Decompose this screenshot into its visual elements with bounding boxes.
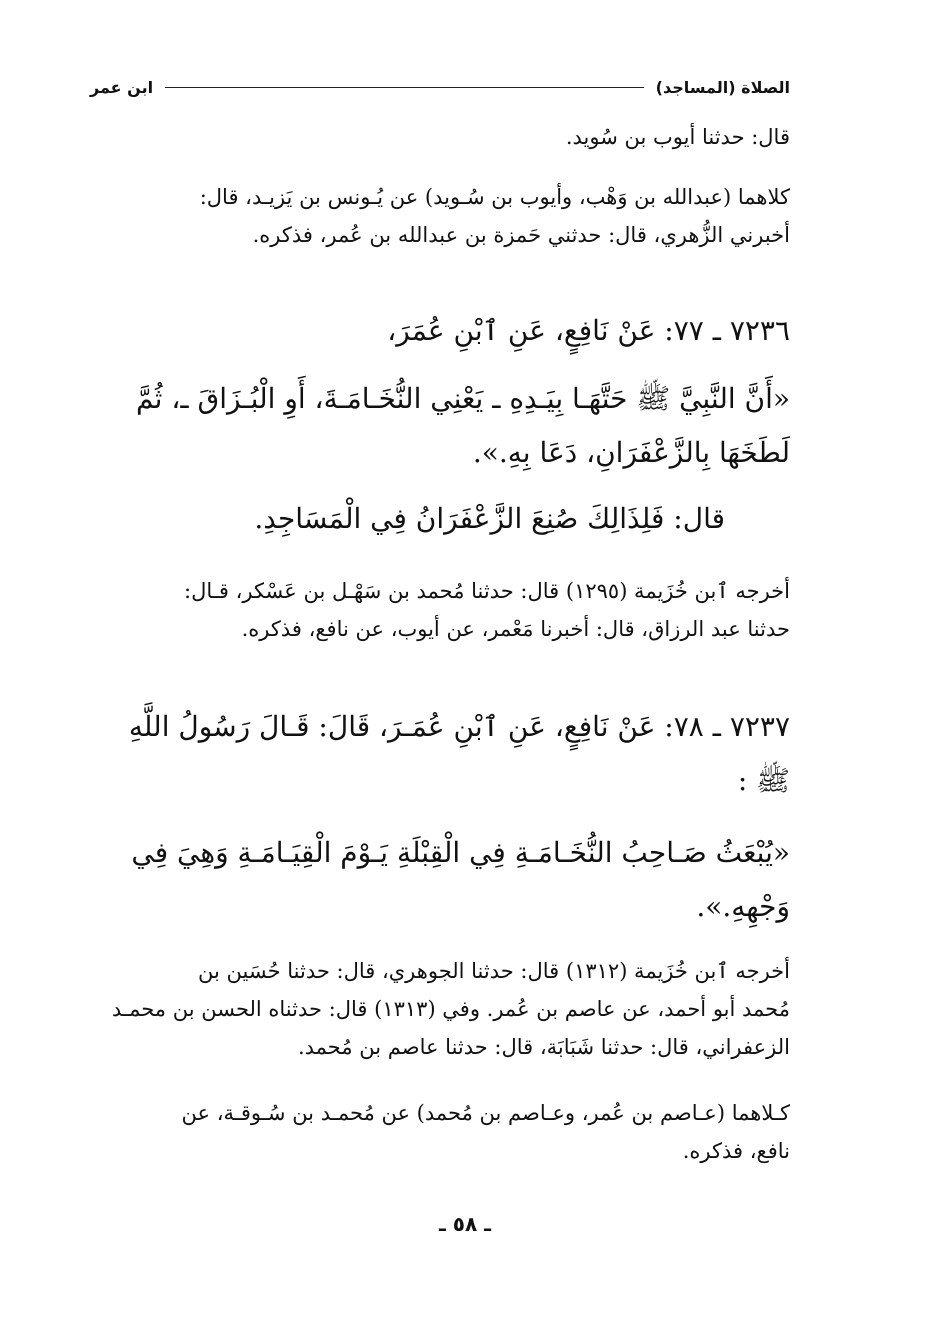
running-header [90,72,790,102]
takhrij-7237-continued: كـلاهما (عـاصم بن عُمر، وعـاصم بن مُحمد) عن مُحمـد بن سُـوقـة، عن نافع، فذكره. [181,1101,790,1163]
header-chapter: الصلاة (المساجد) [655,77,790,97]
header-rule [165,87,644,88]
hadith-note-7236: قال: فَلِذَالِكَ صُنِعَ الزَّعْفَرَانُ فِي الْمَسَاجِدِ. [254,502,725,535]
takhrij-7236: أخرجه ٱبن خُزَيمة (١٢٩٥) قال: حدثنا مُحمد بن سَهْـل بن عَسْكر، قـال: حدثنا عبد الرزاق، قال: أخبرنا مَعْمر، عن أيوب، عن نافع، فذكره. [184,579,790,641]
hadith-text-7236: «أَنَّ النَّبِيَّ ﷺ حَتَّهَـا بِيَـدِهِ ـ يَعْنِي النُّخَـامَـةَ، أَوِ الْبُـزَاقَ ـ، ثُمَّ لَطَخَهَا بِالزَّعْفَرَانِ، دَعَا بِهِ.». [136,382,790,469]
hadith-heading-7237: ٧٢٣٧ ـ ٧٨: عَنْ نَافِعٍ، عَنِ ٱبْنِ عُمَـرَ، قَالَ: قَـالَ رَسُولُ اللَّهِ ﷺ : [128,710,790,797]
header-author: ابن عمر [90,77,154,97]
hadith-heading-7236: ٧٢٣٦ ـ ٧٧: عَنْ نَافِعٍ، عَنِ ٱبْنِ عُمَرَ، [387,314,790,347]
page-number: ـ ٥٨ ـ [438,1212,492,1236]
hadith-text-7237: «يُبْعَثُ صَـاحِبُ النُّخَـامَـةِ فِي الْقِبْلَةِ يَـوْمَ الْقِيَـامَـةِ وَهِيَ فِي وَجْهِهِ.». [131,836,790,923]
takhrij-7237: أخرجه ٱبن خُزَيمة (١٣١٢) قال: حدثنا الجوهري، قال: حدثنا حُسَين بن مُحمد أبو أحمد، عن عاصم بن عُمر. وفي (١٣١٣) قال: حدثناه الحسن بن محمـد الزعفراني، قال: حدثنا شَبَابَة، قال: حدثنا عاصم بن مُحمد. [111,959,790,1059]
narration-line: قال: حدثنا أيوب بن سُويد. [565,125,790,149]
narration-paragraph: كلاهما (عبدالله بن وَهْب، وأيوب بن سُـويد) عن يُـونس بن يَزيـد، قال: أخبرني الزُّهري، قال: حدثني حَمزة بن عبدالله بن عُمر، فذكره. [199,185,790,247]
